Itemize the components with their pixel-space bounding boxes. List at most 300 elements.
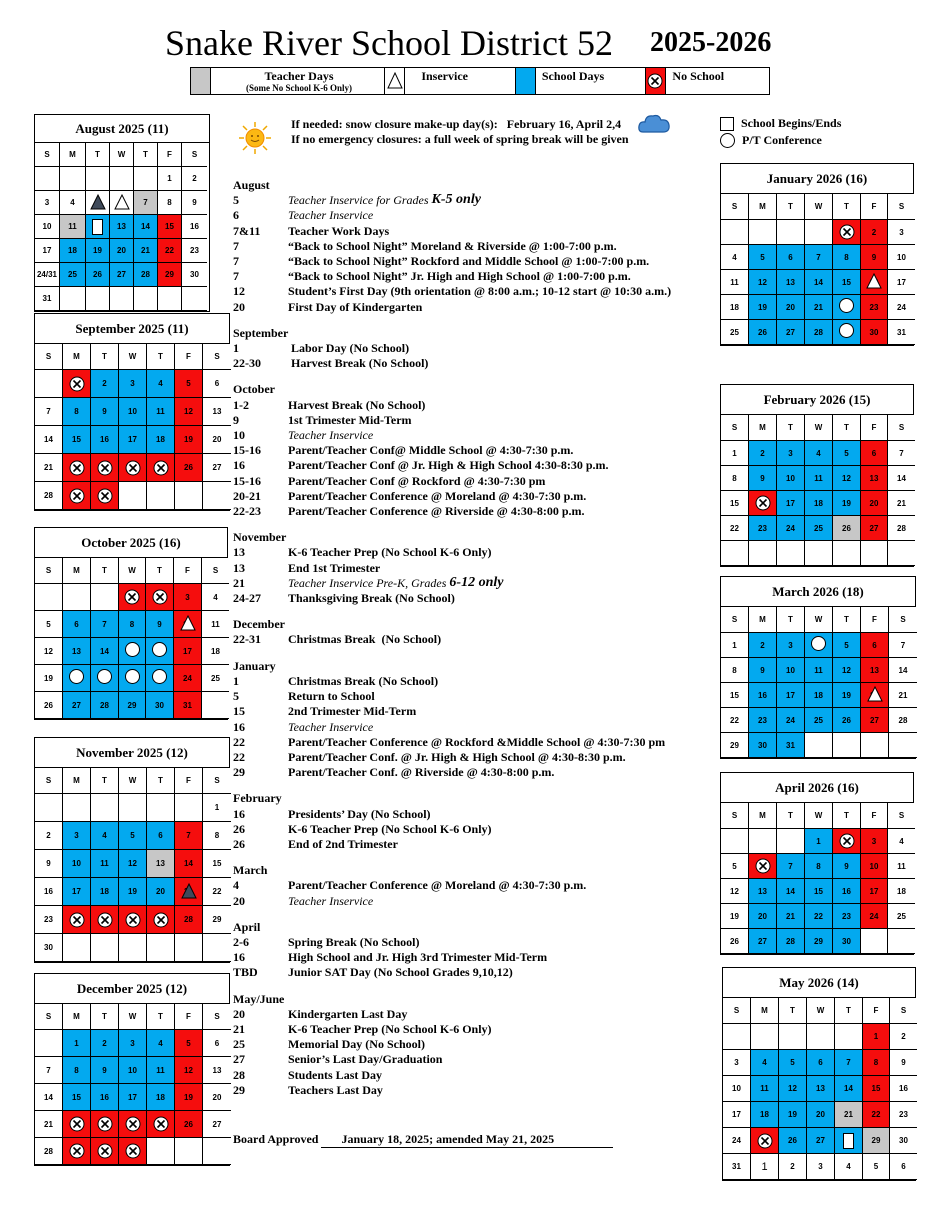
event-item	[233, 398, 703, 413]
empty-day	[202, 692, 229, 719]
calendar-day: 30	[35, 934, 63, 962]
calendar-day	[147, 454, 175, 482]
calendar-day: 28	[35, 1138, 63, 1165]
calendar-day: 13	[749, 879, 777, 904]
calendar-day	[63, 906, 91, 934]
calendar-day: 8	[203, 822, 231, 850]
calendar-day: 2	[890, 1024, 917, 1050]
calendar-day: 19	[35, 665, 63, 692]
weekday-header: F	[175, 344, 203, 370]
calendar-day	[749, 854, 777, 879]
calendar-day	[119, 1138, 147, 1165]
calendar-day: 31	[777, 733, 805, 758]
triangle-icon	[867, 686, 883, 702]
calendar-day: 16	[91, 426, 119, 454]
event-date: 25	[233, 1037, 245, 1052]
event-text-emphasis: 6-12 only	[449, 574, 504, 590]
calendar-day: 11	[91, 850, 119, 878]
calendar-day	[861, 683, 889, 708]
event-month-heading: December	[233, 617, 285, 632]
calendar-day: 16	[182, 215, 207, 239]
event-text: Parent/Teacher Conf @ Rockford @ 4:30-7:30 pm	[288, 473, 546, 488]
calendar-day: 9	[146, 611, 174, 638]
legend-inservice-label: Inservice	[421, 69, 468, 83]
empty-day	[861, 733, 889, 758]
calendar-day: 5	[721, 854, 749, 879]
calendar-day: 18	[805, 683, 833, 708]
event-month-heading: March	[233, 863, 268, 878]
calendar-day: 13	[861, 466, 888, 491]
weekday-header: S	[721, 194, 749, 220]
calendar-day: 31	[723, 1154, 751, 1180]
event-item	[233, 443, 703, 458]
calendar-day	[86, 215, 110, 239]
calendar-day: 8	[721, 466, 749, 491]
event-text: Teacher Inservice	[288, 428, 374, 443]
empty-day	[777, 541, 805, 566]
notes	[291, 117, 629, 147]
calendar-day: 10	[861, 854, 888, 879]
event-date: 2-6	[233, 934, 249, 949]
calendar-day: 2	[182, 167, 207, 191]
empty-day	[91, 934, 119, 962]
event-date: 20	[233, 1006, 245, 1021]
event-item	[233, 950, 703, 965]
empty-day	[833, 541, 861, 566]
legend-teacher-sub: (Some No School K-6 Only)	[245, 83, 352, 93]
calendar-day: 29	[158, 263, 182, 287]
empty-day	[888, 541, 915, 566]
calendar-day: 30	[749, 733, 777, 758]
calendar-day	[146, 638, 174, 665]
weekday-header: S	[888, 803, 915, 829]
empty-day	[777, 220, 805, 245]
event-item	[233, 1052, 703, 1067]
triangle-icon	[180, 615, 196, 631]
event-item	[233, 735, 703, 750]
calendar-day: 18	[147, 1084, 175, 1111]
cloud-icon	[637, 112, 671, 134]
weekday-header: T	[91, 768, 119, 794]
calendar-day: 17	[888, 270, 915, 295]
calendar-day: 17	[63, 878, 91, 906]
calendar-day: 28	[91, 692, 119, 719]
empty-day	[203, 482, 231, 510]
empty-day	[833, 733, 861, 758]
event-text: Teachers Last Day	[288, 1082, 383, 1097]
calendar-day	[91, 906, 119, 934]
filled-triangle-icon	[181, 883, 197, 899]
weekday-header: S	[35, 768, 63, 794]
calendar-day	[63, 482, 91, 510]
weekday-header: S	[888, 415, 915, 441]
weekday-header: T	[835, 998, 863, 1024]
calendar-day: 19	[749, 295, 777, 320]
event-text: Parent/Teacher Conf. @ Riverside @ 4:30-8:00 p.m.	[288, 765, 555, 780]
calendar-day	[833, 220, 861, 245]
event-date: 9	[233, 412, 239, 427]
calendar-day: 18	[91, 878, 119, 906]
weekday-header: W	[805, 803, 833, 829]
calendar-day: 6	[203, 1030, 231, 1057]
calendar-day: 6	[203, 370, 231, 398]
calendar-day: 15	[203, 850, 231, 878]
event-item	[233, 965, 703, 980]
calendar-day: 22	[721, 516, 749, 541]
empty-day	[721, 220, 749, 245]
calendar-day: 20	[203, 1084, 231, 1111]
calendar-day: 28	[888, 516, 915, 541]
calendar-day: 5	[779, 1050, 807, 1076]
weekday-header: F	[158, 143, 182, 167]
calendar-day: 1	[805, 829, 833, 854]
event-item	[233, 1068, 703, 1083]
calendar-day	[63, 454, 91, 482]
month-calendar	[34, 527, 228, 720]
weekday-header: M	[751, 998, 779, 1024]
calendar-day: 4	[202, 584, 229, 611]
calendar-day	[751, 1128, 779, 1154]
calendar-day: 24	[777, 708, 805, 733]
calendar-day: 15	[63, 1084, 91, 1111]
event-item	[233, 1083, 703, 1098]
calendar-day	[119, 584, 146, 611]
calendar-day: 19	[833, 683, 861, 708]
event-date: 20-21	[233, 488, 261, 503]
calendar-day: 23	[890, 1102, 917, 1128]
calendar-day: 23	[861, 295, 888, 320]
calendar-day: 11	[147, 398, 175, 426]
calendar-day: 24	[777, 516, 805, 541]
event-date: 24-27	[233, 591, 261, 606]
x-circle-icon	[97, 1116, 113, 1132]
calendar-day	[119, 1111, 147, 1138]
calendar-day: 3	[777, 441, 805, 466]
calendar-day: 13	[203, 1057, 231, 1084]
calendar-title: December 2025 (12)	[35, 974, 229, 1004]
event-text: 2nd Trimester Mid-Term	[288, 704, 417, 719]
weekday-header: W	[807, 998, 835, 1024]
conference-circle-icon	[811, 636, 826, 651]
legend-teacher-label: Teacher Days	[264, 69, 334, 83]
event-item	[233, 837, 703, 852]
calendar-day: 17	[35, 239, 60, 263]
empty-day	[35, 1030, 63, 1057]
calendar-day: 15	[721, 683, 749, 708]
event-date: 4	[233, 878, 239, 893]
conference-circle-icon	[152, 642, 167, 657]
school-year: 2025-2026	[650, 27, 772, 58]
event-item	[233, 935, 703, 950]
month-calendar	[34, 737, 230, 963]
event-date: 16	[233, 458, 245, 473]
calendar-day: 20	[777, 295, 805, 320]
empty-day	[175, 482, 203, 510]
calendar-day: 14	[175, 850, 203, 878]
event-date: 22	[233, 734, 245, 749]
event-item	[233, 474, 703, 489]
event-text: Teacher Inservice for Grades	[288, 193, 432, 208]
calendar-day: 14	[35, 426, 63, 454]
event-text: Student’s First Day (9th orientation @ 8:00 a.m.; 10-12 start @ 10:30 a.m.)	[288, 284, 672, 299]
calendar-day: 27	[777, 320, 805, 345]
event-date: 13	[233, 545, 245, 560]
calendar-day: 15	[63, 426, 91, 454]
empty-day	[86, 287, 110, 311]
month-calendar	[34, 313, 230, 511]
calendar-day: 27	[861, 708, 889, 733]
event-item	[233, 413, 703, 428]
month-calendar	[722, 967, 916, 1181]
weekday-header: T	[91, 344, 119, 370]
legend-school-label: School Days	[541, 69, 605, 83]
calendar-day: 14	[35, 1084, 63, 1111]
calendar-day: 9	[749, 466, 777, 491]
calendar-day: 11	[60, 215, 86, 239]
weekday-header: T	[833, 803, 861, 829]
weekday-header: M	[749, 194, 777, 220]
calendar-day: 11	[805, 466, 833, 491]
calendar-title: May 2026 (14)	[723, 968, 915, 998]
empty-day	[91, 584, 119, 611]
weekday-header: T	[779, 998, 807, 1024]
event-date: TBD	[233, 965, 258, 980]
calendar-title: April 2026 (16)	[721, 773, 913, 803]
event-text: First Day of Kindergarten	[288, 299, 423, 314]
event-item	[233, 300, 703, 315]
calendar-day: 2	[35, 822, 63, 850]
weekday-header: S	[35, 1004, 63, 1030]
x-circle-icon	[152, 589, 168, 605]
weekday-header: S	[35, 558, 63, 584]
calendar-day: 23	[182, 239, 207, 263]
calendar-day: 11	[888, 854, 915, 879]
legend	[190, 67, 770, 95]
x-circle-icon	[125, 912, 141, 928]
weekday-header: F	[175, 1004, 203, 1030]
weekday-header: T	[147, 344, 175, 370]
calendar-day: 15	[158, 215, 182, 239]
x-circle-icon	[69, 1143, 85, 1159]
weekday-header: T	[91, 1004, 119, 1030]
calendar-title: February 2026 (15)	[721, 385, 913, 415]
event-item	[233, 822, 703, 837]
x-circle-icon	[69, 1116, 85, 1132]
calendar-day: 27	[203, 454, 231, 482]
empty-day	[175, 794, 203, 822]
calendar-day: 9	[91, 1057, 119, 1084]
event-date: 21	[233, 575, 245, 590]
event-item	[233, 576, 703, 591]
event-item	[233, 545, 703, 560]
calendar-day: 28	[35, 482, 63, 510]
calendar-day	[119, 665, 146, 692]
empty-day	[60, 167, 86, 191]
calendar-day	[174, 611, 202, 638]
calendar-day: 27	[203, 1111, 231, 1138]
calendar-day: 2	[861, 220, 888, 245]
calendar-day: 28	[175, 906, 203, 934]
calendar-day: 16	[35, 878, 63, 906]
calendar-day: 17	[777, 491, 805, 516]
filled-triangle-icon	[90, 194, 106, 210]
empty-day	[861, 541, 888, 566]
calendar-day: 25	[888, 904, 915, 929]
event-text: End 1st Trimester	[288, 560, 381, 575]
calendar-day	[147, 1111, 175, 1138]
calendar-day: 26	[175, 454, 203, 482]
calendar-day: 30	[833, 929, 861, 954]
x-circle-icon	[755, 495, 771, 511]
weekday-header: S	[202, 558, 229, 584]
calendar-day: 9	[890, 1050, 917, 1076]
calendar-day: 24	[723, 1128, 751, 1154]
event-text: Return to School	[288, 689, 375, 704]
event-month-heading: November	[233, 530, 287, 545]
calendar-day: 8	[833, 245, 861, 270]
calendar-day: 3	[35, 191, 60, 215]
event-text: Parent/Teacher Conf@ Middle School @ 4:30-7:30 p.m.	[288, 443, 574, 458]
calendar-day: 29	[863, 1128, 890, 1154]
event-text: Labor Day (No School)	[288, 341, 410, 356]
weekday-header: T	[833, 607, 861, 633]
event-date: 10	[233, 428, 245, 443]
event-date: 13	[233, 560, 245, 575]
event-date: 7	[233, 254, 239, 269]
empty-day	[147, 482, 175, 510]
calendar-day: 22	[863, 1102, 890, 1128]
x-circle-icon	[757, 1133, 773, 1149]
weekday-header: S	[35, 143, 60, 167]
empty-day	[751, 1024, 779, 1050]
x-circle-icon	[69, 460, 85, 476]
event-item	[233, 504, 703, 519]
weekday-header: S	[721, 415, 749, 441]
event-date: 16	[233, 719, 245, 734]
calendar-day: 10	[119, 398, 147, 426]
calendar-day: 8	[805, 854, 833, 879]
calendar-day: 14	[777, 879, 805, 904]
calendar-day: 20	[807, 1102, 835, 1128]
event-item	[233, 591, 703, 606]
weekday-header: T	[146, 558, 174, 584]
calendar-day: 11	[721, 270, 749, 295]
calendar-day	[833, 295, 861, 320]
event-date: 27	[233, 1052, 245, 1067]
calendar-day: 27	[110, 263, 134, 287]
weekday-header: F	[861, 803, 888, 829]
calendar-day: 5	[833, 441, 861, 466]
calendar-day: 5	[749, 245, 777, 270]
event-text: Parent/Teacher Conf. @ Jr. High & High School @ 4:30-8:30 p.m.	[288, 749, 626, 764]
empty-day	[134, 287, 158, 311]
event-date: 16	[233, 806, 245, 821]
calendar-day: 8	[63, 1057, 91, 1084]
board-value: January 18, 2025; amended May 21, 2025	[321, 1132, 613, 1148]
calendar-day: 1	[203, 794, 231, 822]
empty-day	[721, 541, 749, 566]
calendar-day: 28	[805, 320, 833, 345]
board-approved	[233, 1132, 613, 1148]
empty-day	[119, 794, 147, 822]
calendar-day: 9	[749, 658, 777, 683]
event-item	[233, 1007, 703, 1022]
calendar-day: 4	[805, 441, 833, 466]
weekday-header: T	[777, 415, 805, 441]
calendar-day: 10	[888, 245, 915, 270]
x-circle-icon	[97, 488, 113, 504]
calendar-day	[91, 1111, 119, 1138]
calendar-day: 26	[721, 929, 749, 954]
event-date: 26	[233, 821, 245, 836]
event-date: 26	[233, 836, 245, 851]
month-calendar	[720, 384, 914, 567]
event-item	[233, 428, 703, 443]
calendar-day: 15	[805, 879, 833, 904]
event-date: 1	[233, 341, 239, 356]
calendar-day: 3	[63, 822, 91, 850]
calendar-day: 13	[861, 658, 889, 683]
empty-day	[805, 220, 833, 245]
empty-day	[175, 1138, 203, 1165]
event-item	[233, 489, 703, 504]
note-snow-closure: If needed: snow closure make-up day(s): February 16, April 2,4	[291, 117, 622, 131]
empty-day	[777, 829, 805, 854]
calendar-day: 13	[63, 638, 91, 665]
event-text: Presidents’ Day (No School)	[288, 806, 431, 821]
calendar-day: 22	[158, 239, 182, 263]
calendar-day: 19	[86, 239, 110, 263]
event-item	[233, 208, 703, 223]
calendar-day	[119, 906, 147, 934]
calendar-day: 20	[861, 491, 888, 516]
calendar-day: 27	[749, 929, 777, 954]
calendar-day: 6	[807, 1050, 835, 1076]
weekday-header: T	[833, 415, 861, 441]
legend-noschool-label: No School	[672, 69, 725, 83]
calendar-day: 21	[889, 683, 917, 708]
weekday-header: W	[119, 344, 147, 370]
event-item	[233, 689, 703, 704]
event-item	[233, 1037, 703, 1052]
weekday-header: S	[35, 344, 63, 370]
calendar-day	[835, 1128, 863, 1154]
weekday-header: M	[749, 415, 777, 441]
weekday-header: S	[890, 998, 917, 1024]
calendar-title: August 2025 (11)	[35, 115, 209, 143]
x-circle-icon	[125, 1143, 141, 1159]
calendar-day: 27	[63, 692, 91, 719]
calendar-day: 11	[147, 1057, 175, 1084]
triangle-icon	[114, 194, 130, 210]
calendar-day: 5	[35, 611, 63, 638]
event-month-heading: October	[233, 382, 275, 397]
calendar-day: 8	[63, 398, 91, 426]
calendar-day: 23	[35, 906, 63, 934]
event-text: Senior’s Last Day/Graduation	[288, 1052, 443, 1067]
calendar-day: 21	[805, 295, 833, 320]
calendar-day: 26	[175, 1111, 203, 1138]
calendar-day: 3	[119, 1030, 147, 1057]
event-text: “Back to School Night” Rockford and Middle School @ 1:00-7:00 p.m.	[288, 254, 650, 269]
x-circle-icon	[839, 224, 855, 240]
weekday-header: T	[134, 143, 158, 167]
calendar-day: 6	[890, 1154, 917, 1180]
event-item	[233, 561, 703, 576]
calendar-day: 19	[779, 1102, 807, 1128]
weekday-header: S	[721, 607, 749, 633]
calendar-day: 18	[721, 295, 749, 320]
